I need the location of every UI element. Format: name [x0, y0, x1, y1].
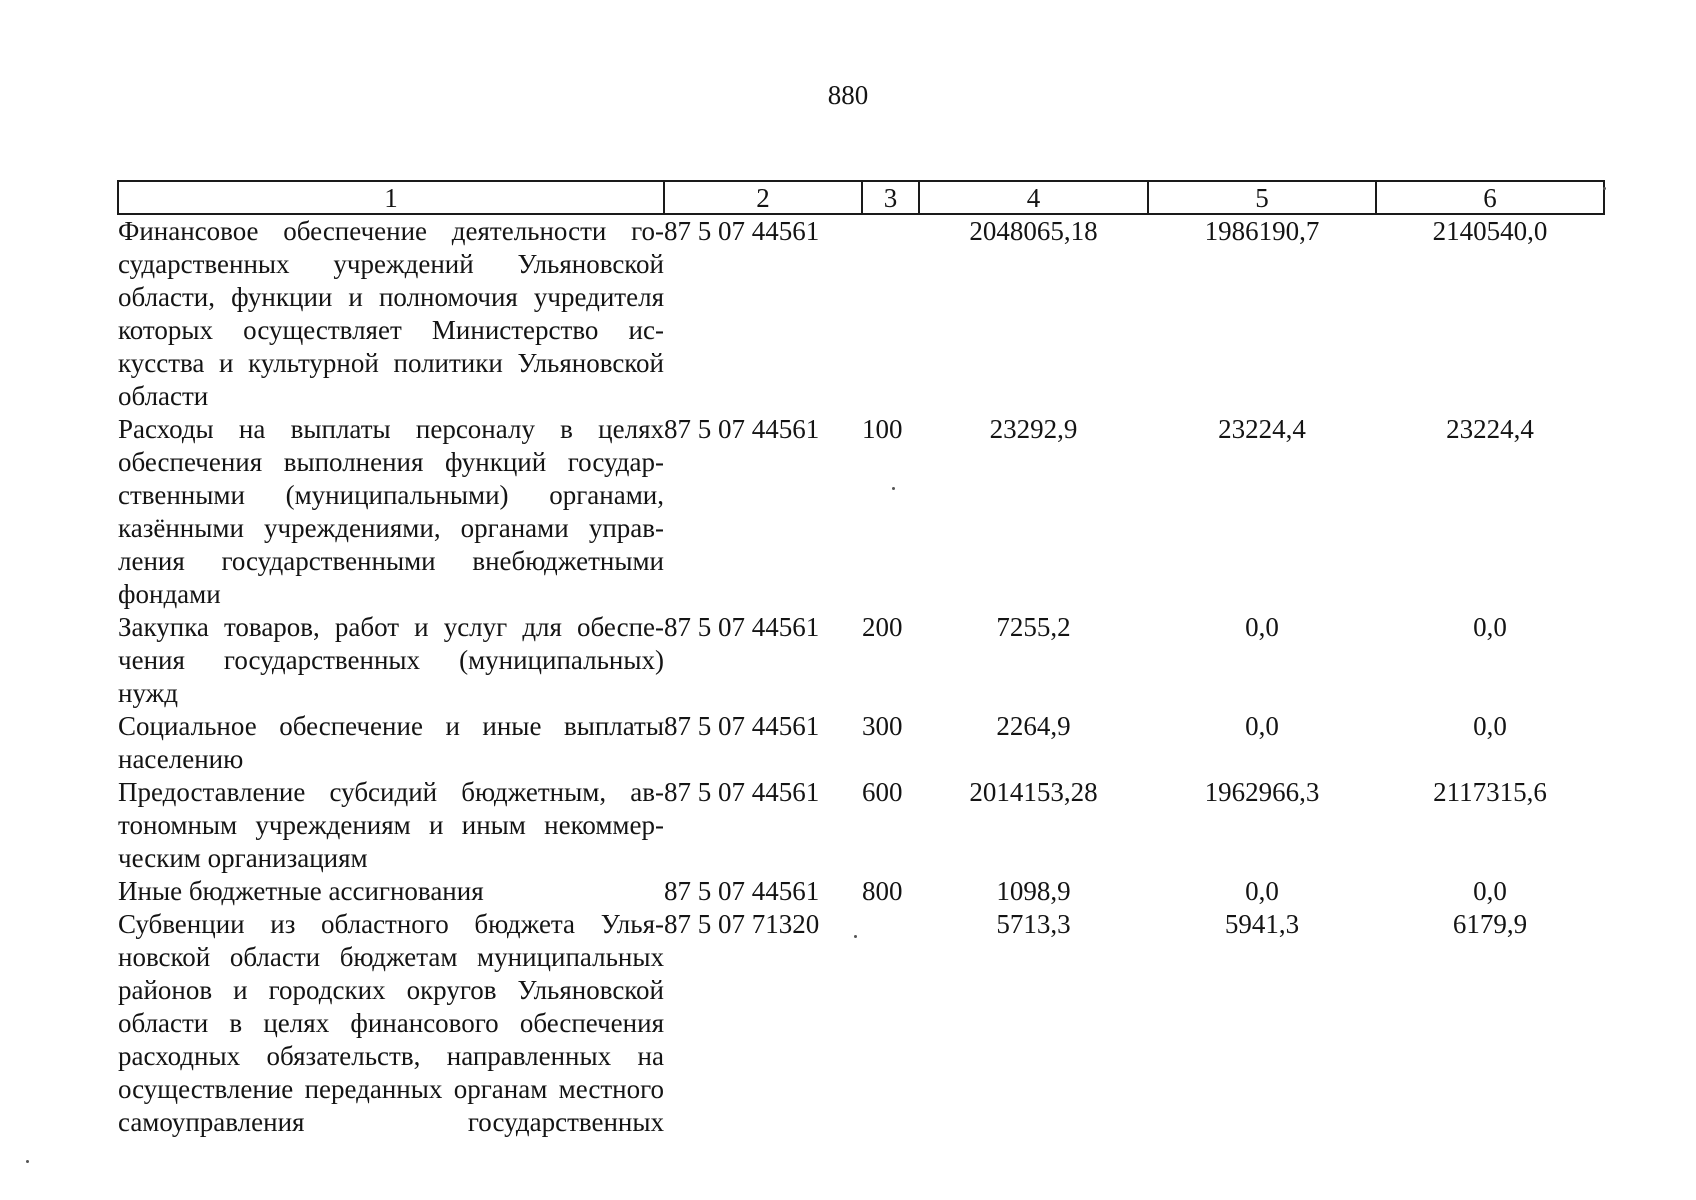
row-value-col5: 0,0: [1245, 876, 1279, 906]
row-value-col5: 1986190,7: [1204, 216, 1320, 246]
row-value-col5: 5941,3: [1224, 909, 1300, 939]
row-value-col6: 0,0: [1473, 612, 1507, 642]
row-code: 87 5 07 44561: [664, 414, 820, 444]
row-value-col5: 1962966,3: [1204, 777, 1320, 807]
row-code: 87 5 07 71320: [664, 909, 820, 939]
row-code: 87 5 07 44561: [664, 711, 820, 741]
table-row: [118, 908, 1604, 1139]
row-expense-type: 600: [862, 777, 903, 807]
row-value-col6: 0,0: [1473, 711, 1507, 741]
row-expense-type: 100: [862, 414, 903, 444]
row-value-col4: 2264,9: [996, 711, 1071, 741]
row-value-col5: 0,0: [1245, 612, 1279, 642]
row-code: 87 5 07 44561: [664, 777, 820, 807]
row-value-col5: 0,0: [1245, 711, 1279, 741]
row-value-col4: 2014153,28: [969, 777, 1098, 807]
row-name: Закупка товаров, работ и услуг для обеспечения государственных (муниципальных) нужд: [118, 612, 664, 708]
row-name: Расходы на выплаты персоналу в целях обеспечения выполнения функций государственными (муниципальными) органами, казёнными учреждениями, органами управления государственными внебюджетными фондами: [118, 414, 664, 609]
row-value-col4: 2048065,18: [969, 216, 1098, 246]
row-name: Предоставление субсидий бюджетным, автономным учреждениям и иным некоммерческим организациям: [118, 777, 664, 873]
column-number-6: 6: [1376, 181, 1604, 214]
row-value-col4: 7255,2: [996, 612, 1071, 642]
row-value-col5: 23224,4: [1218, 414, 1306, 444]
row-expense-type: [862, 908, 919, 1139]
row-name: Социальное обеспечение и иные выплаты населению: [118, 711, 664, 774]
column-number-3: 3: [862, 181, 919, 214]
row-value-col4: 1098,9: [996, 876, 1071, 906]
row-name: Иные бюджетные ассигнования: [118, 876, 484, 906]
table-row: [118, 875, 1604, 908]
table-body: [118, 214, 1604, 1139]
column-number-4: 4: [919, 181, 1148, 214]
row-value-col6: 2140540,0: [1432, 216, 1548, 246]
row-code: 87 5 07 44561: [664, 216, 820, 246]
table-row: [118, 776, 1604, 875]
column-number-1: 1: [118, 181, 664, 214]
table-header: [118, 181, 1604, 214]
row-expense-type: 300: [862, 711, 903, 741]
column-number-2: 2: [664, 181, 862, 214]
row-expense-type: [862, 214, 919, 413]
row-value-col6: 0,0: [1473, 876, 1507, 906]
row-code: 87 5 07 44561: [664, 612, 820, 642]
row-name: Финансовое обеспечение деятельности государственных учреждений Ульяновской области, функции и полномочия учредителя которых осуществляет Министерство искусства и культурной политики Ульяновской области: [118, 216, 664, 411]
scan-speck: [892, 487, 895, 490]
budget-table: [117, 180, 1605, 1139]
page-number: 880: [827, 80, 869, 110]
row-value-col6: 2117315,6: [1433, 777, 1547, 807]
table-row: [118, 214, 1604, 413]
table-row: [118, 413, 1604, 611]
row-name: Субвенции из областного бюджета Ульяновской области бюджетам муниципальных районов и городских округов Ульяновской области в целях финансового обеспечения расходных обязательств, направленных на осуществление переданных органам местного самоуправления государственных: [118, 909, 664, 1137]
row-expense-type: 200: [862, 612, 903, 642]
row-expense-type: 800: [862, 876, 903, 906]
column-number-row: [118, 181, 1604, 214]
scan-speck: [1603, 187, 1606, 190]
row-value-col6: 23224,4: [1446, 414, 1534, 444]
row-code: 87 5 07 44561: [664, 876, 820, 906]
row-value-col4: 5713,3: [996, 909, 1071, 939]
table-row: [118, 611, 1604, 710]
row-value-col4: 23292,9: [989, 414, 1078, 444]
scan-speck: [26, 1160, 29, 1163]
column-number-5: 5: [1148, 181, 1376, 214]
scan-speck: [854, 935, 857, 938]
row-value-col6: 6179,9: [1452, 909, 1528, 939]
table-row: [118, 710, 1604, 776]
